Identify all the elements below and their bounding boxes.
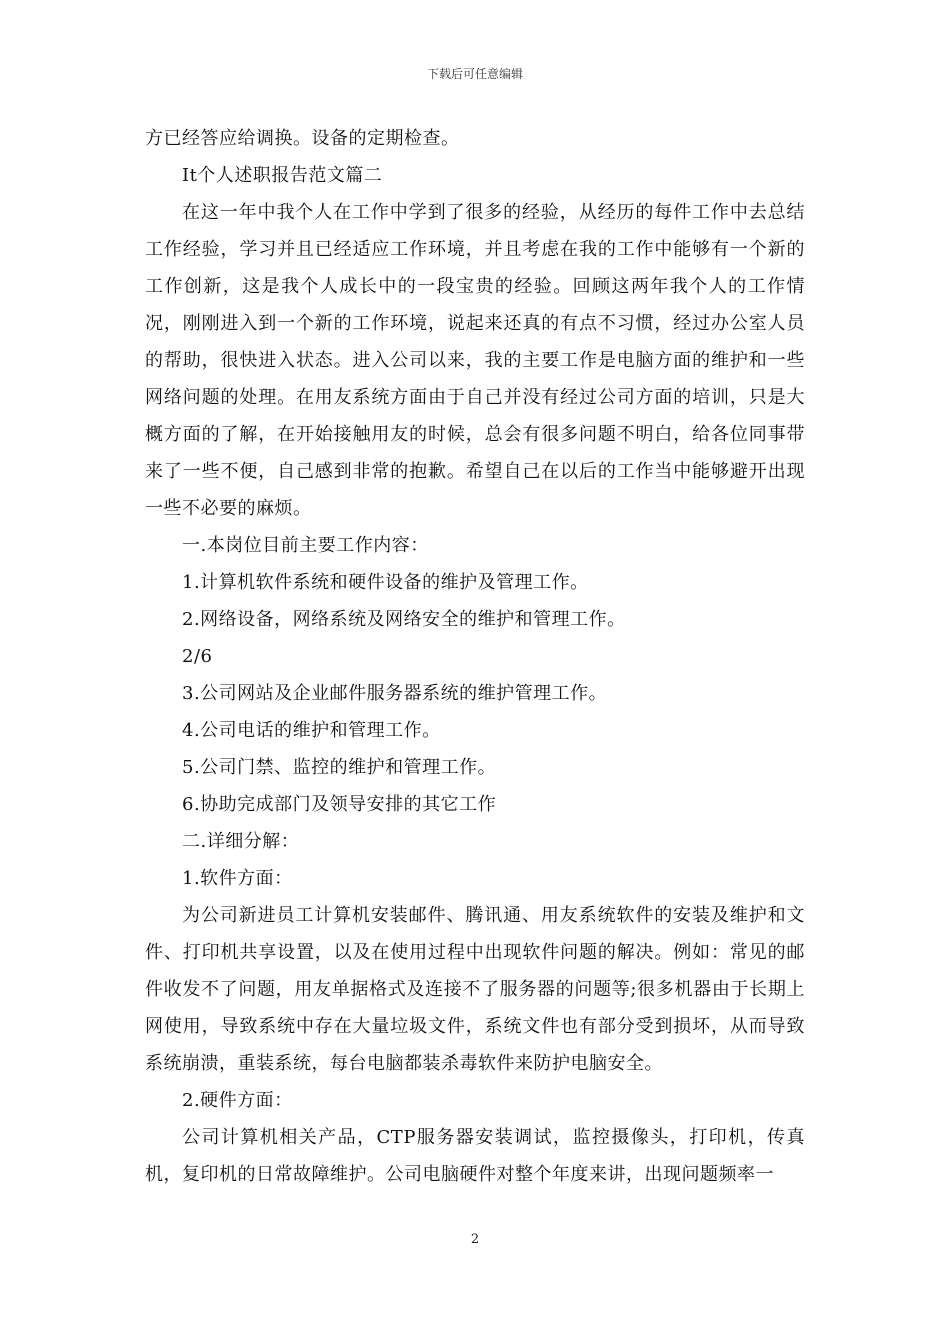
page-header [0, 66, 950, 82]
inline-page-marker: 2/6 [182, 646, 213, 667]
paragraph-1: 方已经答应给调换。设备的定期检查。 [145, 128, 460, 149]
header-text: 下载后可任意编辑 [426, 67, 523, 81]
page-number: 2 [470, 1232, 480, 1247]
list-item-duty-6: 6.协助完成部门及领导安排的其它工作 [182, 794, 497, 815]
subheading-software: 1.软件方面： [182, 868, 293, 889]
heading-details: 二.详细分解： [182, 831, 300, 852]
subheading-hardware: 2.硬件方面： [182, 1090, 293, 1111]
list-item-duty-2: 2.网络设备，网络系统及网络安全的维护和管理工作。 [182, 609, 626, 630]
list-item-duty-1: 1.计算机软件系统和硬件设备的维护及管理工作。 [182, 572, 589, 593]
paragraph-intro: 在这一年中我个人在工作中学到了很多的经验，从经历的每件工作中去总结工作经验，学习并且已经适应工作环境，并且考虑在我的工作中能够有一个新的工作创新，这是我个人成长中的一段宝贵的经验。回顾这两年我个人的工作情况，刚刚进入到一个新的工作环境，说起来还真的有点不习惯，经过办公室人员的帮助，很快进入状态。进入公司以来，我的主要工作是电脑方面的维护和一些网络问题的处理。在用友系统方面由于自己并没有经过公司方面的培训，只是大概方面的了解，在开始接触用友的时候，总会有很多问题不明白，给各位同事带来了一些不便，自己感到非常的抱歉。希望自己在以后的工作当中能够避开出现一些不必要的麻烦。 [145, 202, 805, 519]
page-footer [0, 1232, 950, 1248]
heading-duties: 一.本岗位目前主要工作内容： [182, 535, 429, 556]
paragraph-software: 为公司新进员工计算机安装邮件、腾讯通、用友系统软件的安装及维护和文件、打印机共享设置，以及在使用过程中出现软件问题的解决。例如：常见的邮件收发不了问题，用友单据格式及连接不了服务器的问题等;很多机器由于长期上网使用，导致系统中存在大量垃圾文件，系统文件也有部分受到损坏，从而导致系统崩溃，重装系统，每台电脑都装杀毒软件来防护电脑安全。 [145, 905, 805, 1074]
list-item-duty-3: 3.公司网站及企业邮件服务器系统的维护管理工作。 [182, 683, 608, 704]
list-item-duty-5: 5.公司门禁、监控的维护和管理工作。 [182, 757, 497, 778]
section-title: It个人述职报告范文篇二 [182, 165, 383, 186]
paragraph-hardware: 公司计算机相关产品，CTP服务器安装调试，监控摄像头，打印机，传真机，复印机的日常故障维护。公司电脑硬件对整个年度来讲，出现问题频率一 [145, 1127, 805, 1185]
list-item-duty-4: 4.公司电话的维护和管理工作。 [182, 720, 441, 741]
document-body [145, 120, 805, 1193]
